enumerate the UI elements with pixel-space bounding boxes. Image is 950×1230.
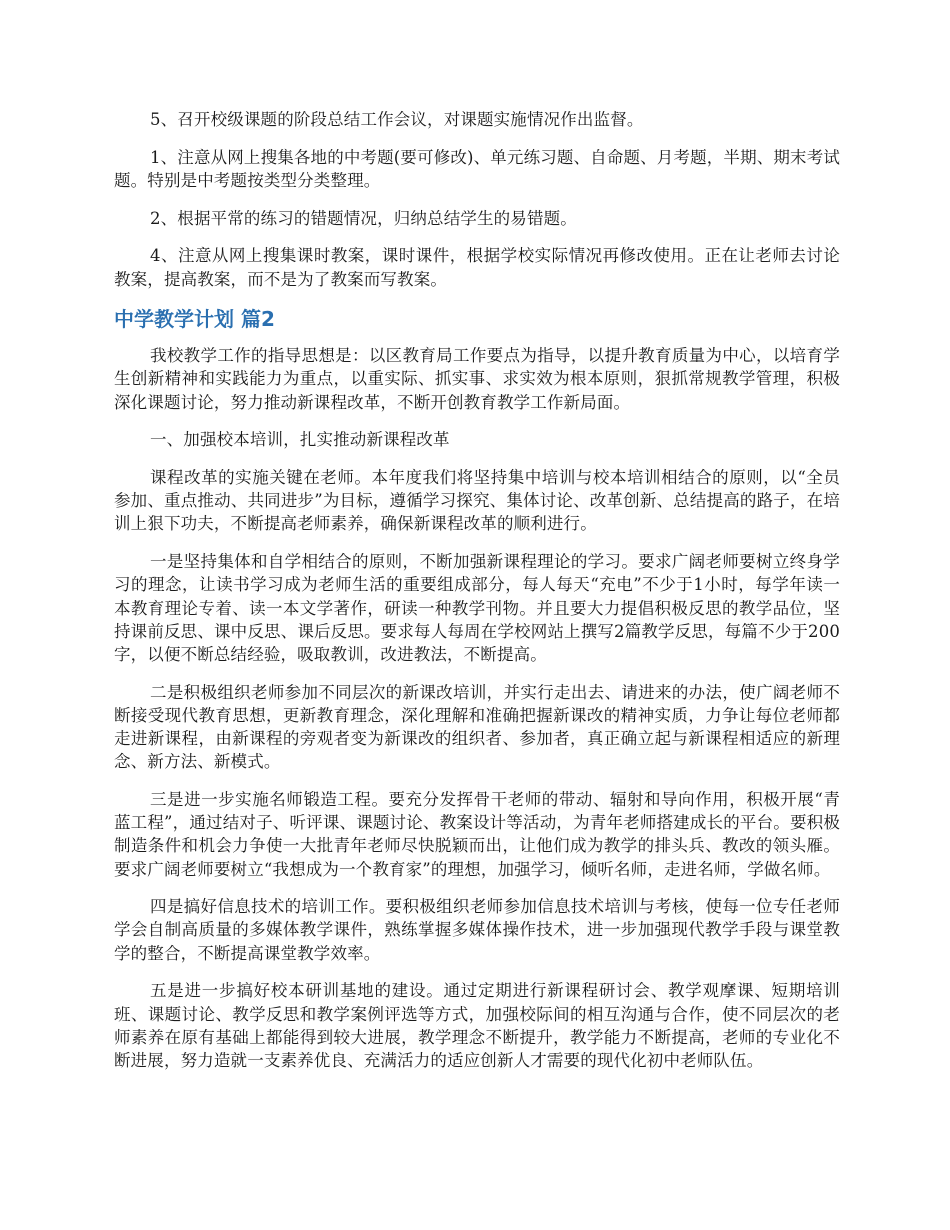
point-two-paragraph: 二是积极组织老师参加不同层次的新课改培训，并实行走出去、请进来的办法，使广阔老师不断接受现代教育思想，更新教育理念，深化理解和准确把握新课改的精神实质，力争让每位老师都走进新课程，由新课程的旁观者变为新课改的组织者、参加者，真正确立起与新课程相适应的新理念、新方法、新模式。 xyxy=(114,682,840,772)
document-page xyxy=(114,108,840,1087)
guiding-thought-paragraph: 我校教学工作的指导思想是：以区教育局工作要点为指导，以提升教育质量为中心，以培育学生创新精神和实践能力为重点，以重实际、抓实事、求实效为根本原则，狠抓常规教学管理，积极深化课题讨论，努力推动新课程改革，不断开创教育教学工作新局面。 xyxy=(114,346,840,412)
curriculum-reform-paragraph: 课程改革的实施关键在老师。本年度我们将坚持集中培训与校本培训相结合的原则，以“全员参加、重点推动、共同进步”为目标，遵循学习探究、集体讨论、改革创新、总结提高的路子，在培训上狠下功夫，不断提高老师素养，确保新课程改革的顺利进行。 xyxy=(114,468,840,534)
subheading-training: 一、加强校本培训，扎实推动新课程改革 xyxy=(150,430,450,450)
point-one-paragraph: 一是坚持集体和自学相结合的原则，不断加强新课程理论的学习。要求广阔老师要树立终身学习的理念，让读书学习成为老师生活的重要组成部分，每人每天“充电”不少于1小时，每学年读一本教育理论专着、读一本文学著作，研读一种教学刊物。并且要大力提倡积极反思的教学品位，坚持课前反思、课中反思、课后反思。要求每人每周在学校网站上撰写2篇教学反思，每篇不少于200字，以便不断总结经验，吸取教训，改进教法，不断提高。 xyxy=(114,552,840,664)
point-five-paragraph: 五是进一步搞好校本研训基地的建设。通过定期进行新课程研讨会、教学观摩课、短期培训班、课题讨论、教学反思和教学案例评选等方式，加强校际间的相互沟通与合作，使不同层次的老师素养在原有基础上都能得到较大进展，教学理念不断提升，教学能力不断提高，老师的专业化不断进展，努力造就一支素养优良、充满活力的适应创新人才需要的现代化初中老师队伍。 xyxy=(114,981,840,1070)
paragraph-item-2: 2、根据平常的练习的错题情况，归纳总结学生的易错题。 xyxy=(150,208,577,228)
paragraph-item-5: 5、召开校级课题的阶段总结工作会议，对课题实施情况作出监督。 xyxy=(150,110,644,129)
point-three-paragraph: 三是进一步实施名师锻造工程。要充分发挥骨干老师的带动、辐射和导向作用，积极开展“青蓝工程”，通过结对子、听评课、课题讨论、教案设计等活动，为青年老师搭建成长的平台。要积极制造条件和机会力争使一大批青年老师尽快脱颖而出，让他们成为教学的排头兵、教改的领头雁。要求广阔老师要树立“我想成为一个教育家”的理想，加强学习，倾听名师，走进名师，学做名师。 xyxy=(114,789,840,879)
section-heading: 中学教学计划 篇2 xyxy=(114,307,275,332)
paragraph-item-1: 1、注意从网上搜集各地的中考题(要可修改)、单元练习题、自命题、月考题，半期、期末考试题。特别是中考题按类型分类整理。 xyxy=(114,147,840,190)
paragraph-item-4: 4、注意从网上搜集课时教案，课时课件，根据学校实际情况再修改使用。正在让老师去讨论教案，提高教案，而不是为了教案而写教案。 xyxy=(114,246,840,289)
point-four-paragraph: 四是搞好信息技术的培训工作。要积极组织老师参加信息技术培训与考核，使每一位专任老师学会自制高质量的多媒体教学课件，熟练掌握多媒体操作技术，进一步加强现代教学手段与课堂教学的整合，不断提高课堂教学效率。 xyxy=(114,897,840,963)
